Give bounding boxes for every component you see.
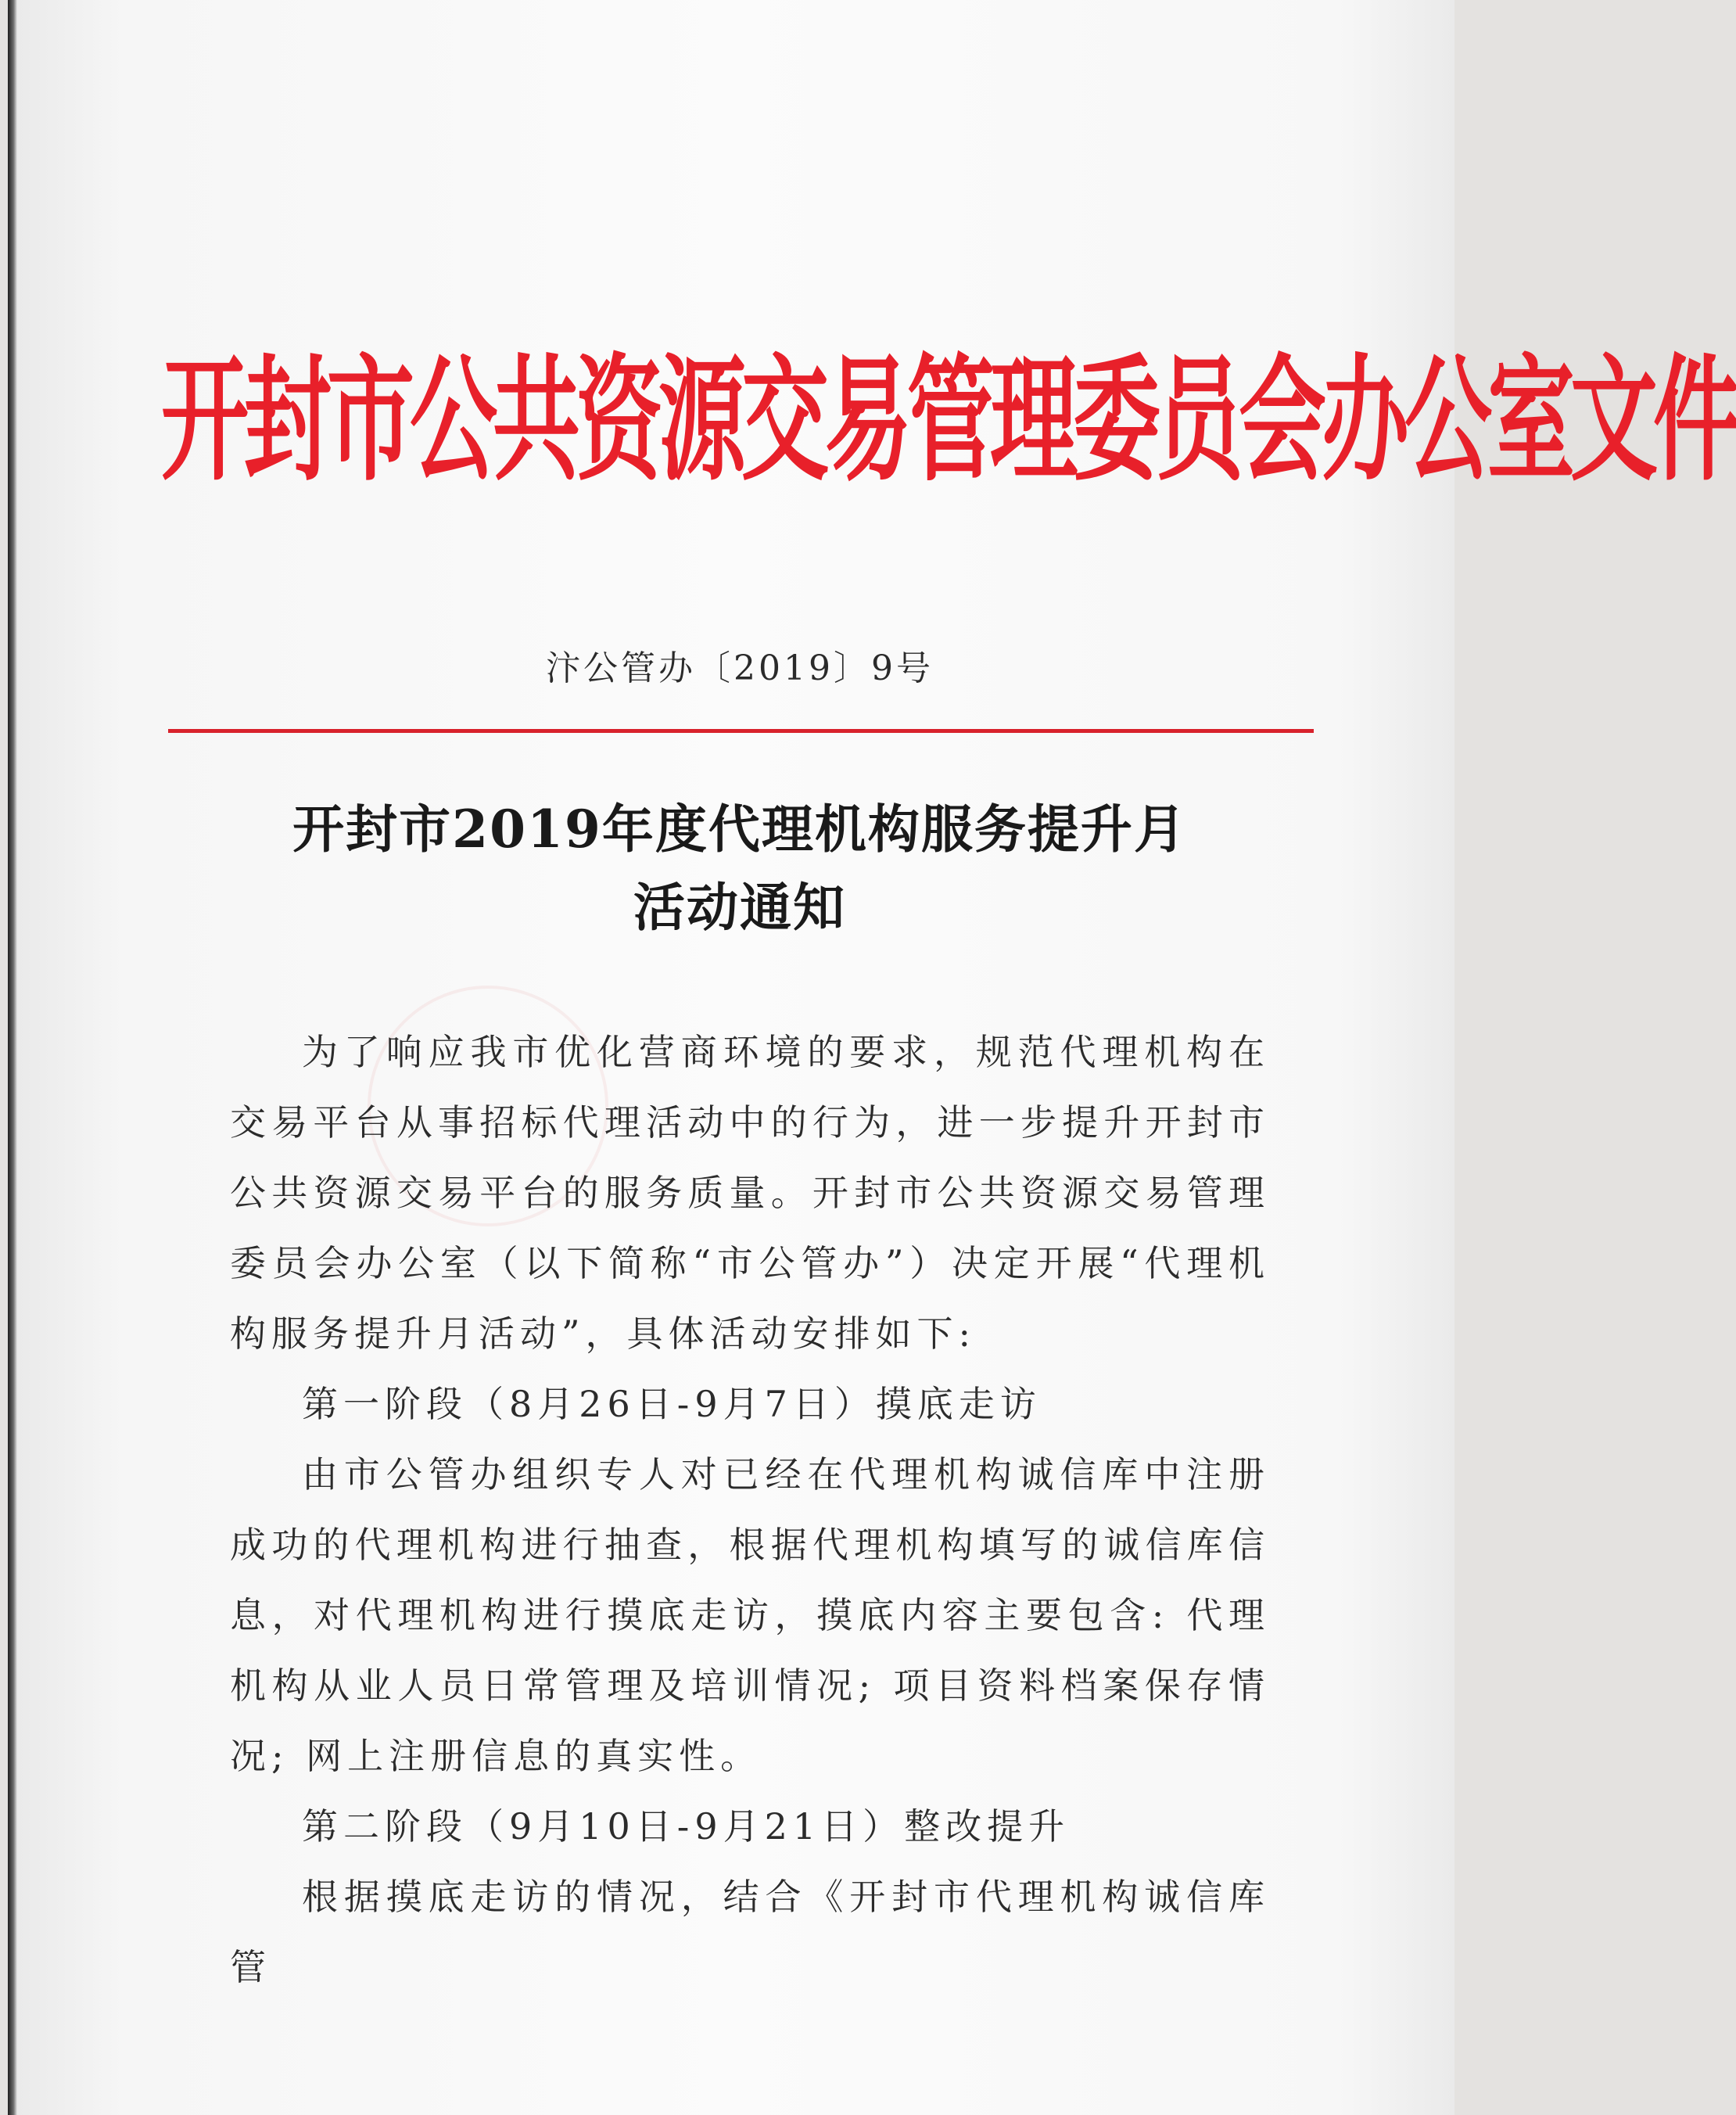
header-red-rule [168,729,1314,733]
body-paragraph-intro: 为了响应我市优化营商环境的要求，规范代理机构在交易平台从事招标代理活动中的行为，进一步提升开封市公共资源交易平台的服务质量。开封市公共资源交易管理委员会办公室（以下简称“市公管办”）决定开展“代理机构服务提升月活动”，具体活动安排如下: [230,1031,1270,1355]
issuer-header-title: 开封市公共资源交易管理委员会办公室文件 [161,347,1736,498]
body-paragraph-phase-one: 由市公管办组织专人对已经在代理机构诚信库中注册成功的代理机构进行抽查，根据代理机构填写的诚信库信息，对代理机构进行摸底走访，摸底内容主要包含: 代理机构从业人员日常管理及培训情况; 项目资料档案保存情况; 网上注册信息的真实性。 [230,1453,1270,1777]
document-number: 汴公管办〔2019〕9号 [546,648,934,688]
document-page [8,0,1736,2115]
notice-title [161,790,1318,946]
body-phase-one-heading: 第一阶段（8月26日-9月7日）摸底走访 [302,1383,1042,1425]
notice-body [230,1017,1270,2002]
page-edge-shadow [8,0,17,2115]
notice-title-line-2: 活动通知 [633,877,846,938]
body-phase-two-heading: 第二阶段（9月10日-9月21日）整改提升 [302,1805,1071,1847]
notice-title-line-1: 开封市2019年度代理机构服务提升月 [292,799,1187,860]
body-paragraph-phase-two: 根据摸底走访的情况，结合《开封市代理机构诚信库管 [230,1876,1270,1988]
